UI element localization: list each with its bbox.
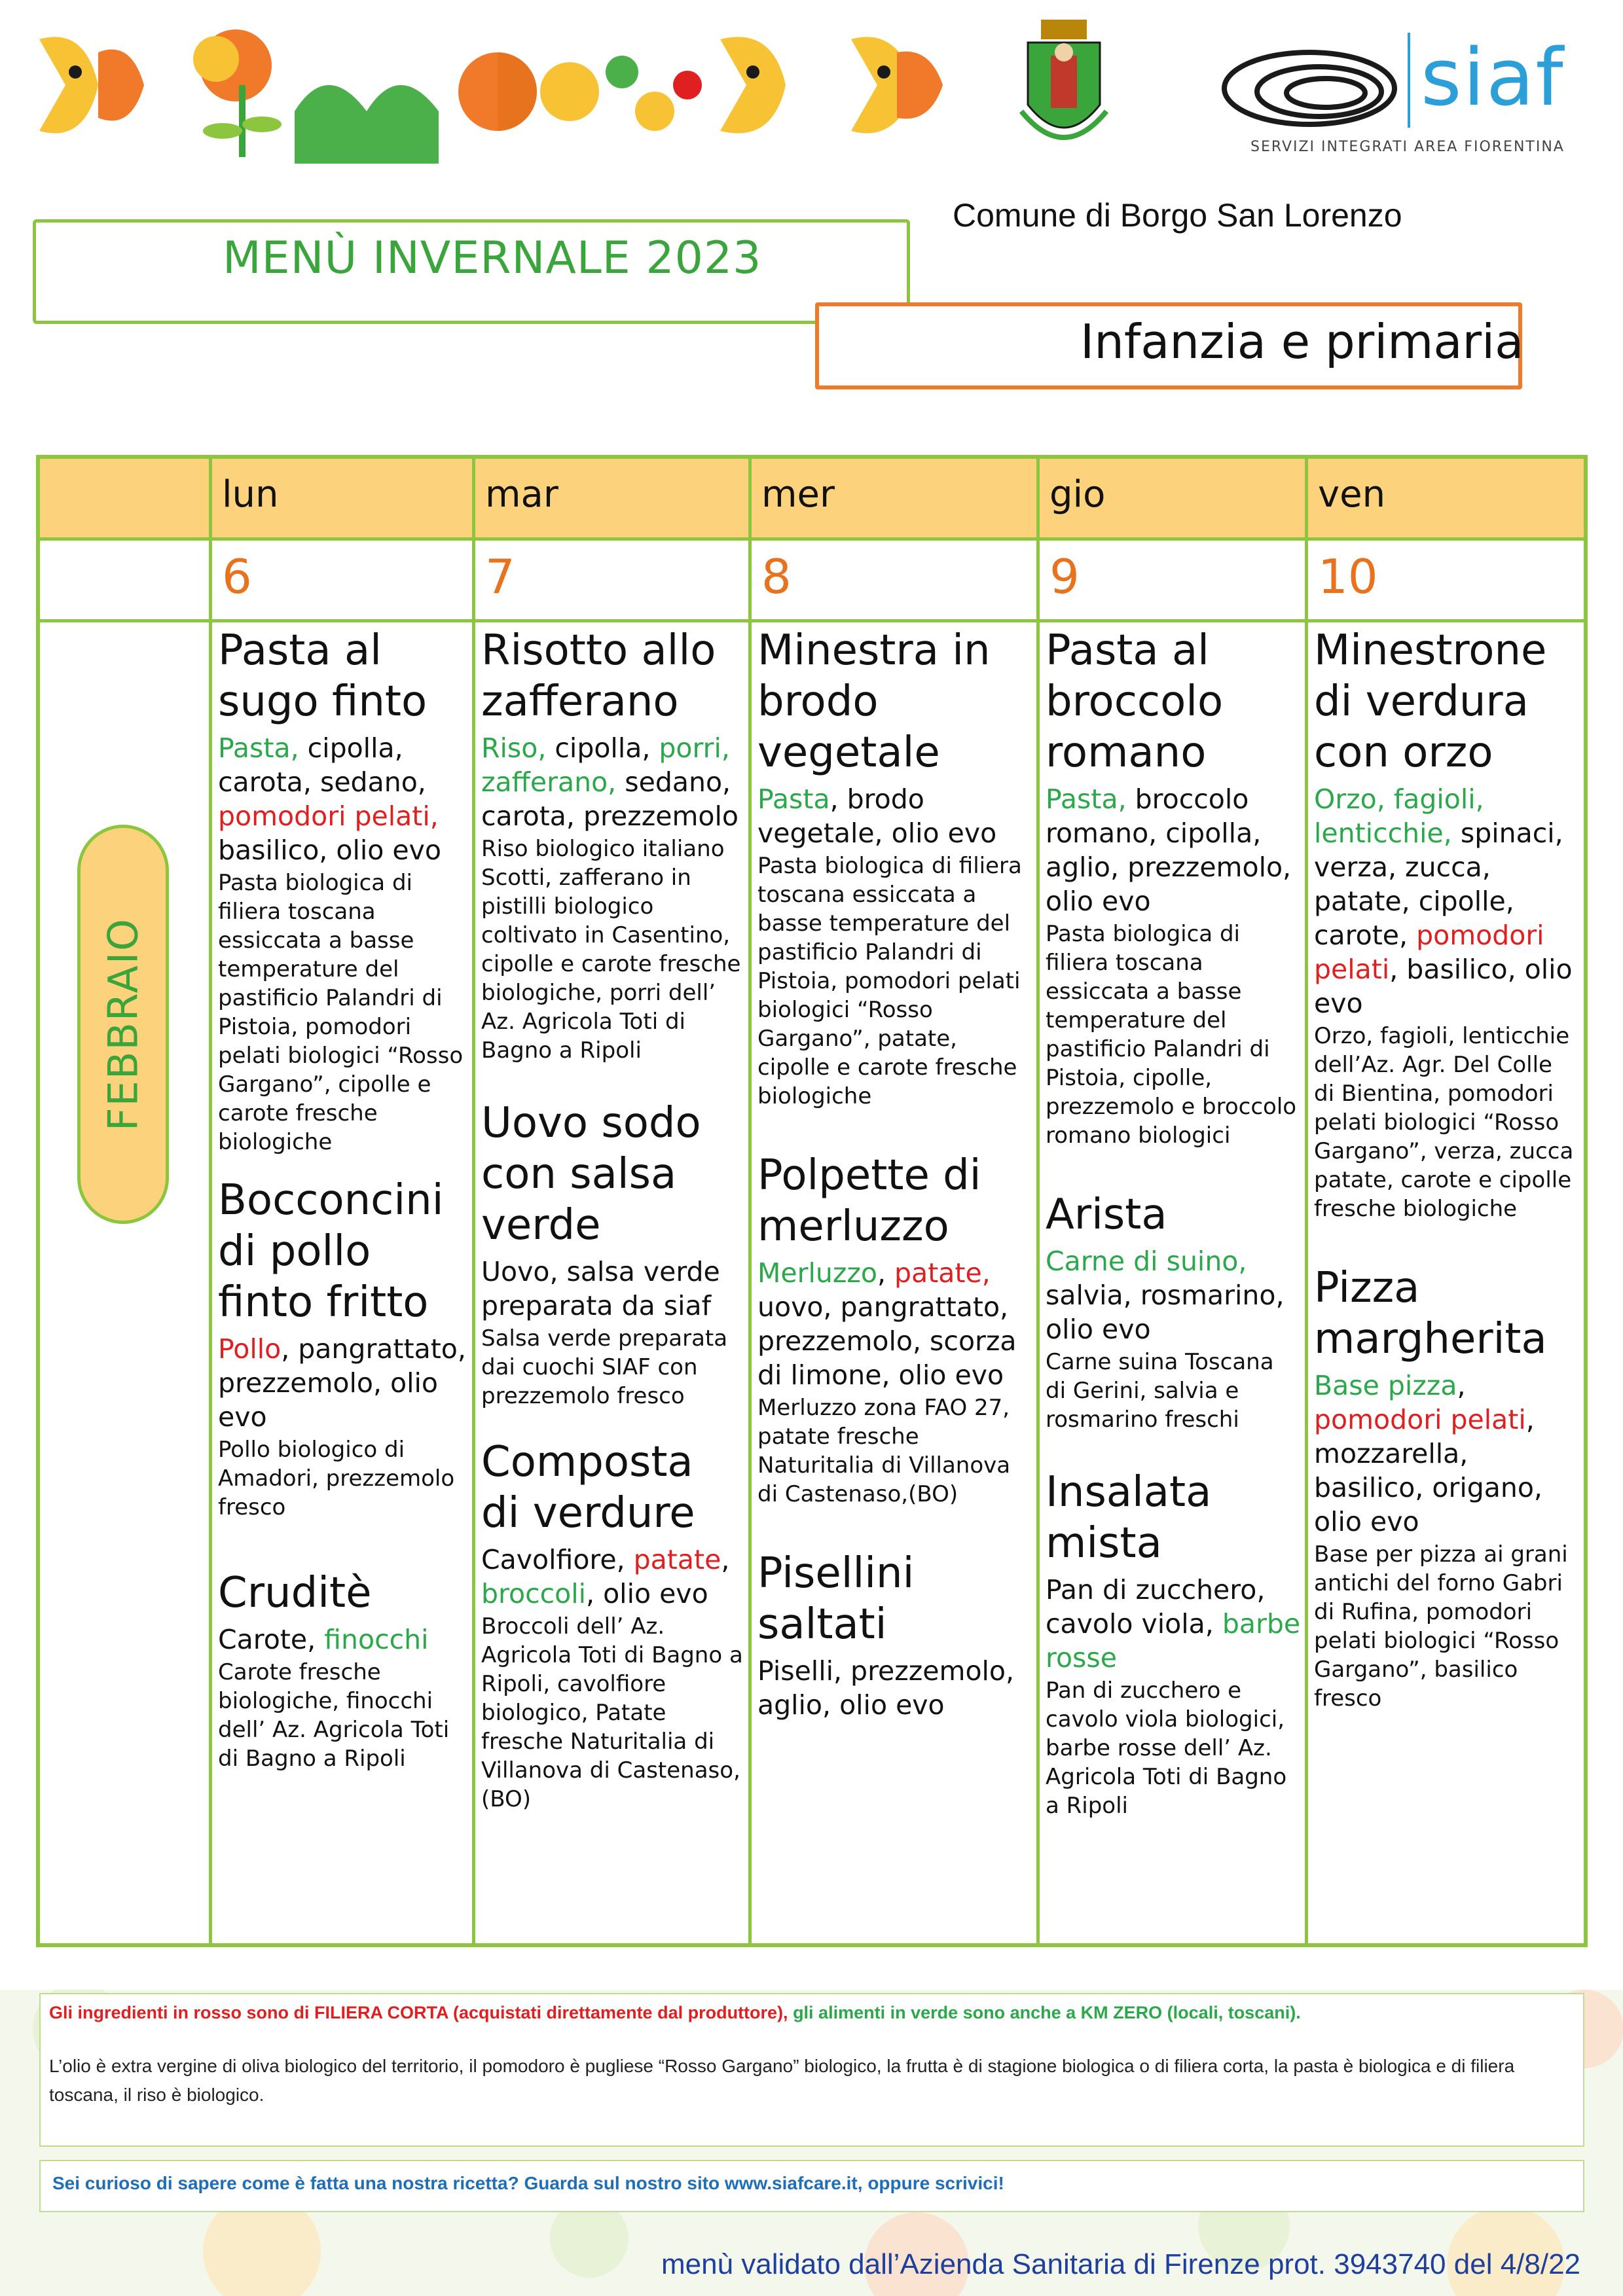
dish-title: Arista: [1046, 1191, 1167, 1239]
dish-ingredients: Uovo, salsa verde preparata da siaf: [481, 1256, 720, 1321]
school-level: Infanzia e primaria: [1080, 314, 1524, 369]
month-text: FEBBRAIO: [99, 918, 147, 1131]
menu-title: MENÙ INVERNALE 2023: [223, 232, 762, 284]
dish-ingredients: Pan di zucchero, cavolo viola, barbe rosse: [1046, 1574, 1301, 1674]
col-divider: [472, 459, 475, 1943]
date-fri: 10: [1318, 549, 1378, 604]
menu-column-mon: [218, 625, 470, 1773]
dish-description: Pasta biologica di filiera toscana essiccata a basse temperature del pastificio Palandri di Pistoia, pomodori pelati biologici “Rosso Gargano”, patate, cipolle e carote fresche biologiche: [757, 853, 1022, 1109]
date-mon: 6: [222, 549, 252, 604]
date-wed: 8: [761, 549, 792, 604]
col-divider: [748, 459, 752, 1943]
weekday-thu: gio: [1049, 473, 1106, 516]
recipe-invitation: Sei curioso di sapere come è fatta una nostra ricetta? Guarda sul nostro sito www.siafcare.it, oppure scrivici!: [52, 2173, 1004, 2193]
date-tue: 7: [485, 549, 515, 604]
dish-title: Pasta al broccolo romano: [1046, 626, 1224, 777]
dish-description: Base per pizza ai grani antichi del forno Gabri di Rufina, pomodori pelati biologici “Rosso Gargano”, basilico fresco: [1314, 1541, 1568, 1712]
month-label: [77, 825, 169, 1224]
menu-column-fri: [1314, 625, 1579, 1713]
dish-ingredients: Base pizza, pomodori pelati, mozzarella, basilico, origano, olio evo: [1314, 1370, 1542, 1537]
col-divider: [209, 459, 212, 1943]
fruits-icon: [458, 52, 702, 131]
filiera-corta-note: Gli ingredienti in rosso sono di FILIERA CORTA (acquistati direttamente dal produttore),: [49, 2003, 788, 2022]
col-divider: [1305, 459, 1308, 1943]
weekday-tue: mar: [485, 473, 558, 516]
dish-description: Pasta biologica di filiera toscana essiccata a basse temperature del pastificio Palandri di Pistoia, cipolle, prezzemolo e broccolo romano biologici: [1046, 921, 1297, 1149]
menu-column-wed: [757, 625, 1032, 1722]
fish-left-icon: [39, 37, 144, 133]
menu-column-tue: [481, 625, 743, 1814]
ingredients-note: L’olio è extra vergine di oliva biologico del territorio, il pomodoro è pugliese “Rosso Gargano” biologico, la frutta è di stagione biologica o di filiera corta, la pasta è biologica e di filiera toscana, il riso è biologico.: [49, 2056, 1515, 2105]
weekday-mon: lun: [222, 473, 279, 516]
dish-title: Risotto allo zafferano: [481, 626, 716, 726]
dish-title: Pasta al sugo finto: [218, 626, 428, 726]
dish-description: Orzo, fagioli, lenticchie dell’Az. Agr. Del Colle di Bientina, pomodori pelati biologici “Rosso Gargano”, verza, zucca patate, carote e cipolle fresche biologiche: [1314, 1023, 1574, 1222]
dish-title: Polpette di merluzzo: [757, 1151, 981, 1251]
dish-description: Pollo biologico di Amadori, prezzemolo fresco: [218, 1437, 455, 1520]
row-divider: [40, 619, 1584, 622]
weekday-fri: ven: [1318, 473, 1386, 516]
dish-title: Uovo sodo con salsa verde: [481, 1099, 701, 1249]
dish-title: Composta di verdure: [481, 1438, 695, 1537]
dish-ingredients: Carote, finocchi: [218, 1624, 429, 1655]
dish-title: Pizza margherita: [1314, 1264, 1547, 1363]
dish-description: Merluzzo zona FAO 27, patate fresche Naturitalia di Villanova di Castenaso,(BO): [757, 1395, 1011, 1507]
dish-description: Broccoli dell’ Az. Agricola Toti di Bagno a Ripoli, cavolfiore biologico, Patate fresche Naturitalia di Villanova di Castenaso,(BO): [481, 1613, 743, 1812]
dish-ingredients: Piselli, prezzemolo, aglio, olio evo: [757, 1655, 1015, 1721]
weekday-wed: mer: [761, 473, 835, 516]
fish-right-icon: [851, 37, 943, 133]
dish-title: Pisellini saltati: [757, 1549, 915, 1649]
km-zero-note: gli alimenti in verde sono anche a KM ZERO (locali, toscani).: [788, 2003, 1301, 2022]
color-legend-note: [49, 2000, 1575, 2026]
dish-ingredients: Carne di suino, salvia, rosmarino, olio evo: [1046, 1246, 1285, 1345]
dish-description: Salsa verde preparata dai cuochi SIAF con prezzemolo fresco: [481, 1325, 728, 1409]
dish-title: Bocconcini di pollo finto fritto: [218, 1176, 444, 1327]
menu-column-thu: [1046, 625, 1301, 1820]
dish-title: Insalata mista: [1046, 1468, 1212, 1568]
header-illustration: [26, 13, 969, 164]
dish-description: Pan di zucchero e cavolo viola biologici, barbe rosse dell’ Az. Agricola Toti di Bagno a Ripoli: [1046, 1677, 1287, 1819]
dish-description: Riso biologico italiano Scotti, zafferano in pistilli biologico coltivato in Casentino, cipolle e carote fresche biologiche, porri dell’ Az. Agricola Toti di Bagno a Ripoli: [481, 836, 741, 1064]
dish-ingredients: Riso, cipolla, porri, zafferano, sedano, carota, prezzemolo: [481, 732, 739, 832]
siaf-wordmark: siaf: [1421, 33, 1565, 124]
dish-ingredients: Cavolfiore, patate, broccoli, olio evo: [481, 1544, 730, 1609]
dish-description: Carne suina Toscana di Gerini, salvia e rosmarino freschi: [1046, 1349, 1274, 1433]
siaf-swirl-icon: [1218, 39, 1401, 131]
row-divider: [40, 537, 1584, 541]
dish-description: Carote fresche biologiche, finocchi dell’ Az. Agricola Toti di Bagno a Ripoli: [218, 1659, 450, 1772]
date-thu: 9: [1049, 549, 1080, 604]
dish-title: Minestrone di verdura con orzo: [1314, 626, 1547, 777]
dish-ingredients: Pasta, cipolla, carota, sedano, pomodori pelati, basilico, olio evo: [218, 732, 441, 866]
siaf-subtitle: SERVIZI INTEGRATI AREA FIORENTINA: [1250, 139, 1565, 155]
comune-name: Comune di Borgo San Lorenzo: [953, 197, 1402, 234]
dish-title: Cruditè: [218, 1569, 372, 1617]
siaf-divider: [1408, 33, 1410, 128]
dish-ingredients: Orzo, fagioli, lenticchie, spinaci, verza, zucca, patate, cipolle, carote, pomodori pelati, basilico, olio evo: [1314, 783, 1573, 1019]
dish-ingredients: Pasta, brodo vegetale, olio evo: [757, 783, 997, 849]
dish-ingredients: Merluzzo, patate, uovo, pangrattato, prezzemolo, scorza di limone, olio evo: [757, 1257, 1017, 1391]
green-hills-icon: [295, 85, 439, 164]
borgo-san-lorenzo-crest-icon: [1015, 13, 1113, 157]
fish-middle-icon: [720, 37, 786, 133]
dish-ingredients: Pasta, broccolo romano, cipolla, aglio, prezzemolo, olio evo: [1046, 783, 1292, 917]
dish-title: Minestra in brodo vegetale: [757, 626, 991, 777]
validation-note: menù validato dall’Azienda Sanitaria di Firenze prot. 3943740 del 4/8/22: [661, 2248, 1581, 2280]
hands-flower-icon: [193, 29, 282, 157]
col-divider: [1036, 459, 1040, 1943]
siaf-logo: [1218, 26, 1611, 164]
dish-ingredients: Pollo, pangrattato, prezzemolo, olio evo: [218, 1333, 466, 1433]
dish-description: Pasta biologica di filiera toscana essiccata a basse temperature del pastificio Palandri di Pistoia, pomodori pelati biologici “Rosso Gargano”, cipolle e carote fresche biologiche: [218, 870, 464, 1155]
